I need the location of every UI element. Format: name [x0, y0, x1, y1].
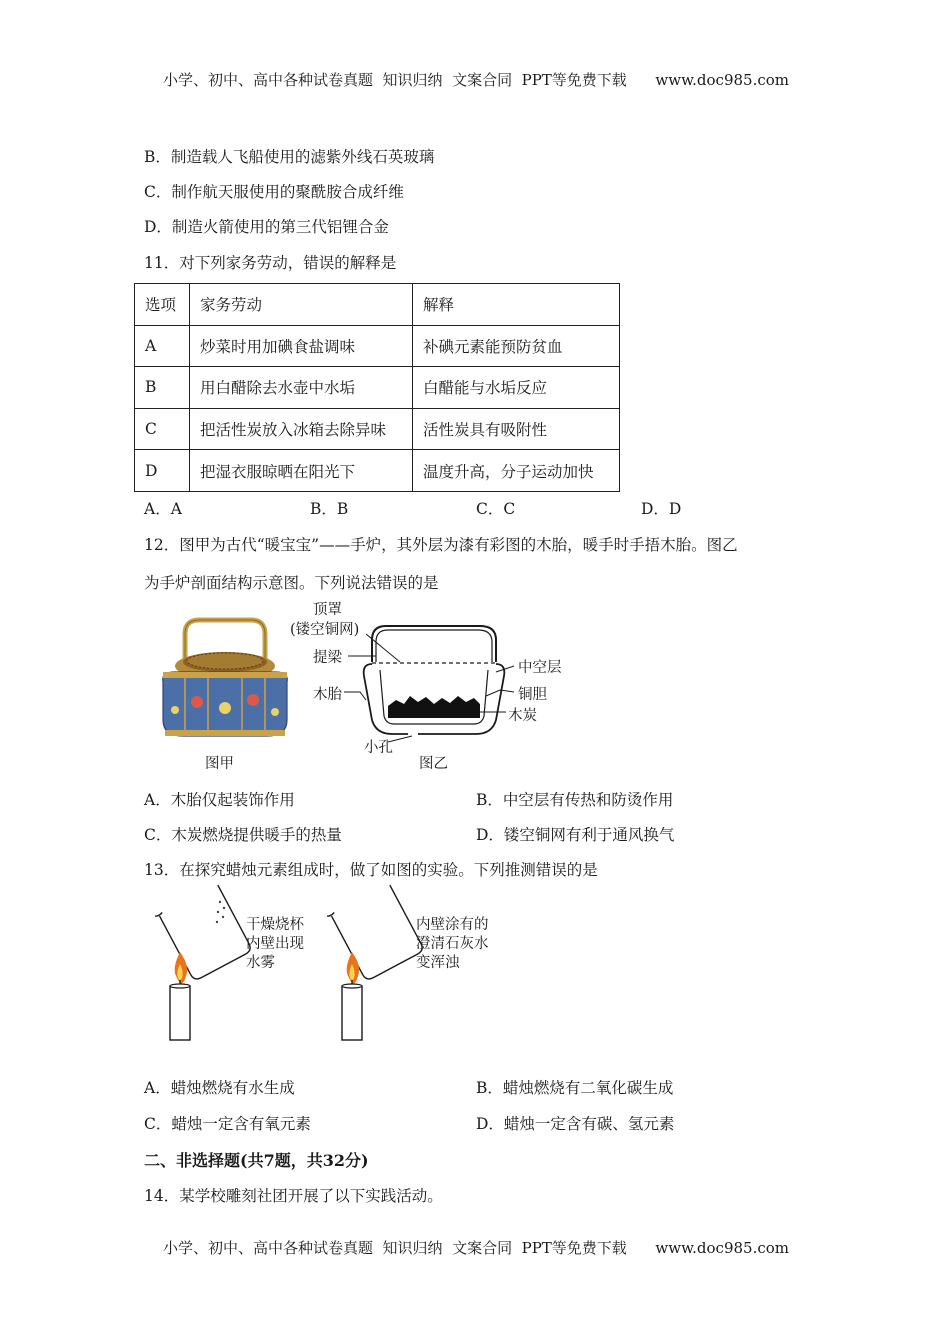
- table-row: [135, 325, 620, 367]
- table-cell: 炒菜时用加碘食盐调味: [190, 325, 413, 367]
- q11-stem: 11．对下列家务劳动，错误的解释是: [144, 254, 397, 272]
- q13-option-d: D．蜡烛一定含有碳、氢元素: [476, 1115, 675, 1133]
- dry-beaker-label: [246, 916, 304, 973]
- q11-table: [134, 283, 620, 492]
- dry-beaker-label-line: 水雾: [246, 955, 275, 971]
- table-row: [135, 450, 620, 492]
- table-header-cell: 家务劳动: [190, 284, 413, 326]
- q13-option-c: C．蜡烛一定含有氧元素: [144, 1115, 311, 1133]
- page-header: 小学、初中、高中各种试卷真题 知识归纳 文案合同 PPT等免费下载 www.doc985.com: [163, 71, 790, 89]
- label-handle: 提梁: [313, 650, 342, 666]
- label-copper-liner: 铜胆: [518, 687, 547, 703]
- table-cell: D: [135, 450, 190, 492]
- q11-option-a: A．A: [144, 500, 182, 518]
- label-hollow-layer: 中空层: [518, 660, 562, 676]
- section-title: 二、非选择题(共7题，共32分): [144, 1151, 369, 1170]
- table-cell: 白醋能与水垢反应: [413, 367, 620, 409]
- q12-stem-line2: 为手炉剖面结构示意图。下列说法错误的是: [144, 574, 439, 592]
- table-row: [135, 367, 620, 409]
- label-charcoal: 木炭: [508, 708, 537, 724]
- dry-beaker-label-line: 干燥烧杯: [246, 917, 304, 933]
- q10-option-d: D．制造火箭使用的第三代铝锂合金: [144, 218, 389, 236]
- table-cell: 补碘元素能预防贫血: [413, 325, 620, 367]
- limewater-label: [416, 916, 489, 973]
- table-row: [135, 408, 620, 450]
- q14-stem: 14．某学校雕刻社团开展了以下实践活动。: [144, 1187, 443, 1205]
- limewater-label-line: 内壁涂有的: [416, 917, 489, 933]
- q11-option-b: B．B: [310, 500, 349, 518]
- table-header-cell: 解释: [413, 284, 620, 326]
- q11-option-d: D．D: [641, 500, 682, 518]
- fig-b-caption: 图乙: [419, 756, 448, 772]
- table-cell: C: [135, 408, 190, 450]
- q13-option-b: B．蜡烛燃烧有二氧化碳生成: [476, 1079, 674, 1097]
- table-cell: 活性炭具有吸附性: [413, 408, 620, 450]
- hand-warmer-photo: [155, 612, 295, 744]
- q13-stem: 13．在探究蜡烛元素组成时，做了如图的实验。下列推测错误的是: [144, 861, 598, 879]
- table-cell: 温度升高，分子运动加快: [413, 450, 620, 492]
- table-cell: A: [135, 325, 190, 367]
- q12-option-d: D．镂空铜网有利于通风换气: [476, 826, 675, 844]
- label-top-cover-note: (镂空铜网): [290, 622, 360, 638]
- dry-beaker-label-line: 内壁出现: [246, 936, 304, 952]
- page-footer: 小学、初中、高中各种试卷真题 知识归纳 文案合同 PPT等免费下载 www.doc985.com: [163, 1239, 790, 1257]
- q11-option-c: C．C: [476, 500, 516, 518]
- table-cell: 把活性炭放入冰箱去除异味: [190, 408, 413, 450]
- table-cell: 把湿衣服晾晒在阳光下: [190, 450, 413, 492]
- table-header-cell: 选项: [135, 284, 190, 326]
- limewater-label-line: 变浑浊: [416, 955, 460, 971]
- label-small-hole: 小孔: [364, 740, 393, 756]
- q12-option-c: C．木炭燃烧提供暖手的热量: [144, 826, 342, 844]
- table-cell: 用白醋除去水壶中水垢: [190, 367, 413, 409]
- label-wood-body: 木胎: [313, 687, 342, 703]
- q10-option-c: C．制作航天服使用的聚酰胺合成纤维: [144, 183, 404, 201]
- q10-option-b: B．制造载人飞船使用的滤紫外线石英玻璃: [144, 148, 435, 166]
- q12-stem-line1: 12．图甲为古代“暖宝宝”——手炉，其外层为漆有彩图的木胎，暖手时手捂木胎。图乙: [144, 536, 738, 554]
- fig-a-caption: 图甲: [205, 756, 234, 772]
- table-header-row: [135, 284, 620, 326]
- q12-option-a: A．木胎仅起装饰作用: [144, 791, 295, 809]
- label-top-cover: 顶罩: [313, 602, 342, 618]
- q13-option-a: A．蜡烛燃烧有水生成: [144, 1079, 295, 1097]
- table-cell: B: [135, 367, 190, 409]
- limewater-label-line: 澄清石灰水: [416, 936, 489, 952]
- q12-option-b: B．中空层有传热和防烫作用: [476, 791, 674, 809]
